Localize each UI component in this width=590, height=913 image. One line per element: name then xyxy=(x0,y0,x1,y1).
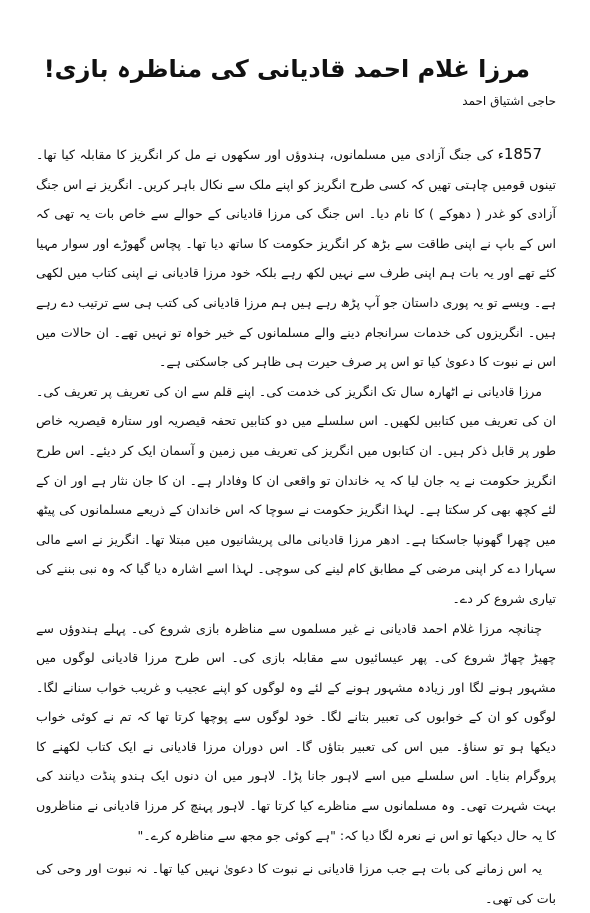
article-body xyxy=(36,140,556,913)
paragraph-4: یہ اس زمانے کی بات ہے جب مرزا قادیانی نے نبوت کا دعویٰ نہیں کیا تھا۔ نہ نبوت اور وحی کی بات کی تھی۔ xyxy=(36,861,556,906)
article-author: حاجی اشتیاق احمد xyxy=(462,94,556,108)
article-title: مرزا غلام احمد قادیانی کی مناظرہ بازی! xyxy=(43,55,530,84)
paragraph-3: چنانچہ مرزا غلام احمد قادیانی نے غیر مسلموں سے مناظرہ بازی شروع کی۔ پہلے ہندوؤں سے چھیڑ چھاڑ شروع کی۔ پھر عیسائیوں سے مقابلہ بازی کی۔ اس طرح مرزا قادیانی لوگوں میں مشہور ہونے لگا اور زیادہ مشہور ہونے کے لئے وہ لوگوں کو اپنے عجیب و غریب خواب سنانے لگا۔ لوگوں کو ان کے خوابوں کی تعبیر بتانے لگا۔ خود لوگوں سے پوچھا کرتا تھا کہ تم نے کوئی خواب دیکھا ہو تو سناؤ۔ میں اس کی تعبیر بتاؤں گا۔ اس دوران مرزا قادیانی نے ایک کتاب لکھنے کا پروگرام بنایا۔ اس سلسلے میں اسے لاہور جانا پڑا۔ لاہور میں ان دنوں ایک ہندو پنڈت دیانند کی بہت شہرت تھی۔ وہ مسلمانوں سے مناظرے کیا کرتا تھا۔ لاہور پہنچ کر مرزا قادیانی نے مناظروں کا یہ حال دیکھا تو اس نے نعرہ لگا دیا کہ: "ہے کوئی جو مجھ سے مناظرہ کرے۔" xyxy=(36,620,556,843)
paragraph-2: مرزا قادیانی نے اٹھارہ سال تک انگریز کی خدمت کی۔ اپنے قلم سے ان کی تعریف پر تعریف کی۔ ان کی تعریف میں کتابیں لکھیں۔ اس سلسلے میں دو کتابیں تحفہ قیصریہ اور ستارہ قیصریہ خاص طور پر قابل ذکر ہیں۔ ان کتابوں میں انگریز کی تعریف میں زمین و آسمان ایک کر دیئے۔ اس طرح انگریز حکومت نے یہ جان لیا کہ یہ خاندان تو واقعی ان کا وفادار ہے۔ ان کا جان نثار ہے اور ان کے لئے کچھ بھی کر سکتا ہے۔ لہذا انگریز حکومت نے سوچا کہ اس خاندان کے ذریعے مسلمانوں کی پیٹھ میں چھرا گھونپا جاسکتا ہے۔ ادھر مرزا قادیانی مالی پریشانیوں میں مبتلا تھا۔ انگریز نے اسے مالی سہارا دے کر اپنی مرضی کے مطابق کام لینے کی سوچی۔ لہذا اسے اشارہ دیا گیا کہ وہ نبی بننے کی تیاری شروع کر دے۔ xyxy=(36,383,556,606)
paragraph-1-text: ء کی جنگ آزادی میں مسلمانوں، ہندوؤں اور سکھوں نے مل کر انگریز کا مقابلہ کیا تھا۔ تینوں قومیں چاہتی تھیں کہ کسی طرح انگریز کو اپنے ملک سے نکال باہر کریں۔ انگریز نے اس جنگ آزادی کو غدر ( دھوکے ) کا نام دیا۔ اس جنگ کی مرزا قادیانی کے حوالے سے خاص بات یہ تھی کہ اس کے باپ نے اپنی طاقت سے بڑھ کر انگریز حکومت کا ساتھ دیا تھا۔ پچاس گھوڑے اور سوار مہیا کئے تھے اور یہ بات ہم اپنی طرف سے نہیں لکھ رہے بلکہ خود مرزا قادیانی نے اپنی کتاب میں لکھی ہے۔ ویسے تو یہ پوری داستان جو آپ پڑھ رہے ہیں ہم مرزا قادیانی کی کتب ہی سے ترتیب دے رہے ہیں۔ انگریزوں کی خدمات سرانجام دینے والے مسلمانوں کے خیر خواہ تو نہیں تھے۔ ان حالات میں اس نے نبوت کا دعویٰ کیا تو اس پر صرف حیرت ہی ظاہر کی جاسکتی ہے۔ xyxy=(36,147,556,370)
paragraph-1 xyxy=(36,140,556,377)
year-number: 1857 xyxy=(503,145,542,163)
